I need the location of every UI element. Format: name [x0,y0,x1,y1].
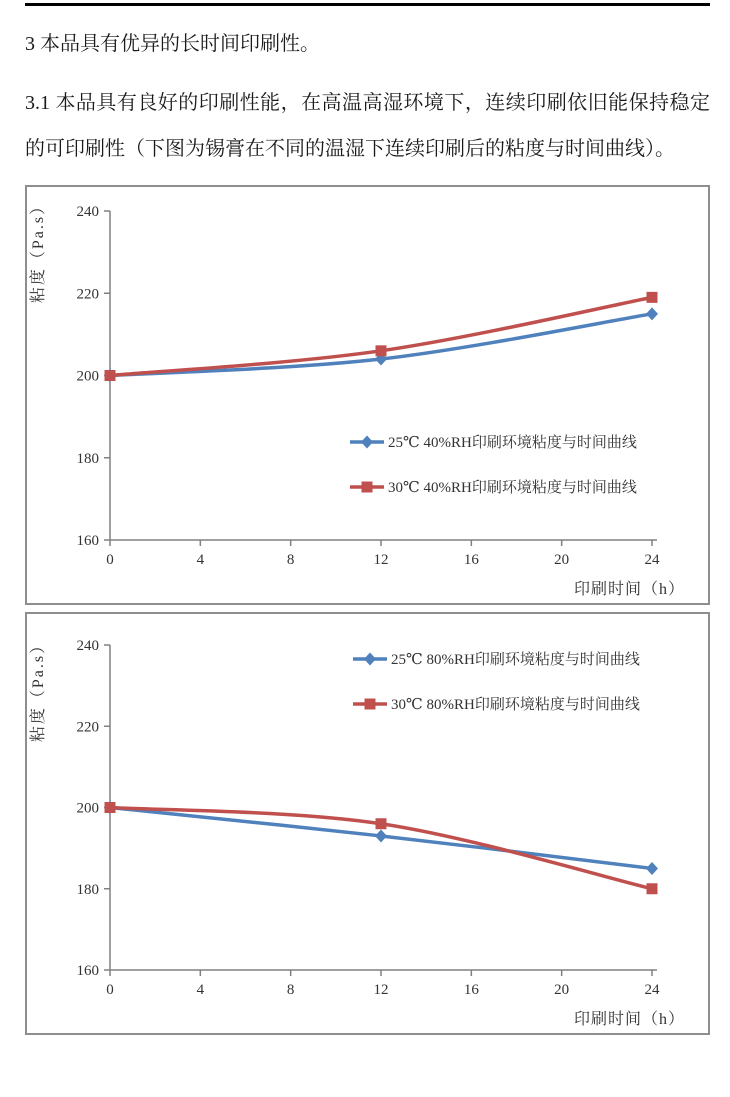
x-tick-label: 8 [286,552,295,568]
axes [77,204,661,568]
square-marker [105,802,116,813]
chart-figure-80rh-viscosity-time [25,612,710,1035]
y-tick-label: 160 [76,533,99,549]
section-3-heading: 3 本品具有优异的长时间印刷性。 [25,33,320,55]
square-marker [105,370,116,381]
legend-label: 25℃ 40%RH印刷环境粘度与时间曲线 [388,435,637,451]
legend-label: 25℃ 80%RH印刷环境粘度与时间曲线 [391,652,640,668]
diamond-marker [646,862,658,875]
x-tick-label: 24 [644,982,660,998]
axes [77,638,661,998]
y-tick-label: 160 [76,963,99,979]
y-tick-label: 180 [76,881,99,898]
diamond-marker [375,829,387,842]
legend-item-25c [350,433,637,451]
square-marker [365,699,376,710]
y-tick-label: 220 [76,286,99,303]
x-tick-label: 16 [463,982,479,998]
y-tick-label: 200 [76,800,99,817]
viscosity-time-line-chart-2 [27,614,708,1033]
y-tick-label: 240 [76,204,99,220]
x-tick-label: 4 [196,982,205,998]
diamond-marker [361,436,373,449]
x-tick-label: 4 [196,552,205,568]
document-page [25,0,710,1035]
x-tick-label: 12 [373,982,389,998]
x-tick-label: 24 [644,552,660,568]
x-tick-label: 0 [106,982,114,998]
square-marker [376,818,387,829]
x-tick-label: 8 [286,982,295,998]
square-marker [376,345,387,356]
x-tick-label: 0 [106,552,114,568]
diamond-marker [646,307,658,320]
series-30c [105,292,658,381]
x-tick-label: 20 [554,982,570,998]
series-25c [104,801,658,875]
legend-item-30c [353,695,640,713]
x-tick-label: 12 [373,552,389,568]
y-tick-label: 180 [76,450,99,467]
legend-label: 30℃ 40%RH印刷环境粘度与时间曲线 [388,480,637,496]
y-axis-title: 粘度（Pa.s） [30,196,47,304]
section-3-1-paragraph: 3.1 本品具有良好的印刷性能，在高温高湿环境下，连续印刷依旧能保持稳定的可印刷性（下图为锡膏在不同的温湿下连续印刷后的粘度与时间曲线）。 [25,92,710,160]
square-marker [647,292,658,303]
legend-item-25c [353,650,640,668]
y-tick-label: 220 [76,719,99,736]
square-marker [647,883,658,894]
square-marker [362,482,373,493]
y-tick-label: 240 [76,638,99,654]
viscosity-time-line-chart-1 [27,187,708,603]
x-tick-label: 20 [554,552,570,568]
chart-figure-40rh-viscosity-time [25,185,710,605]
x-tick-label: 16 [463,552,479,568]
x-axis-title: 印刷时间（h） [573,1011,685,1028]
legend-item-30c [350,478,637,496]
x-axis-title: 印刷时间（h） [573,581,685,598]
y-axis-title: 粘度（Pa.s） [30,635,47,743]
legend-label: 30℃ 80%RH印刷环境粘度与时间曲线 [391,697,640,713]
y-tick-label: 200 [76,368,99,385]
diamond-marker [364,653,376,666]
series-line [110,314,652,376]
